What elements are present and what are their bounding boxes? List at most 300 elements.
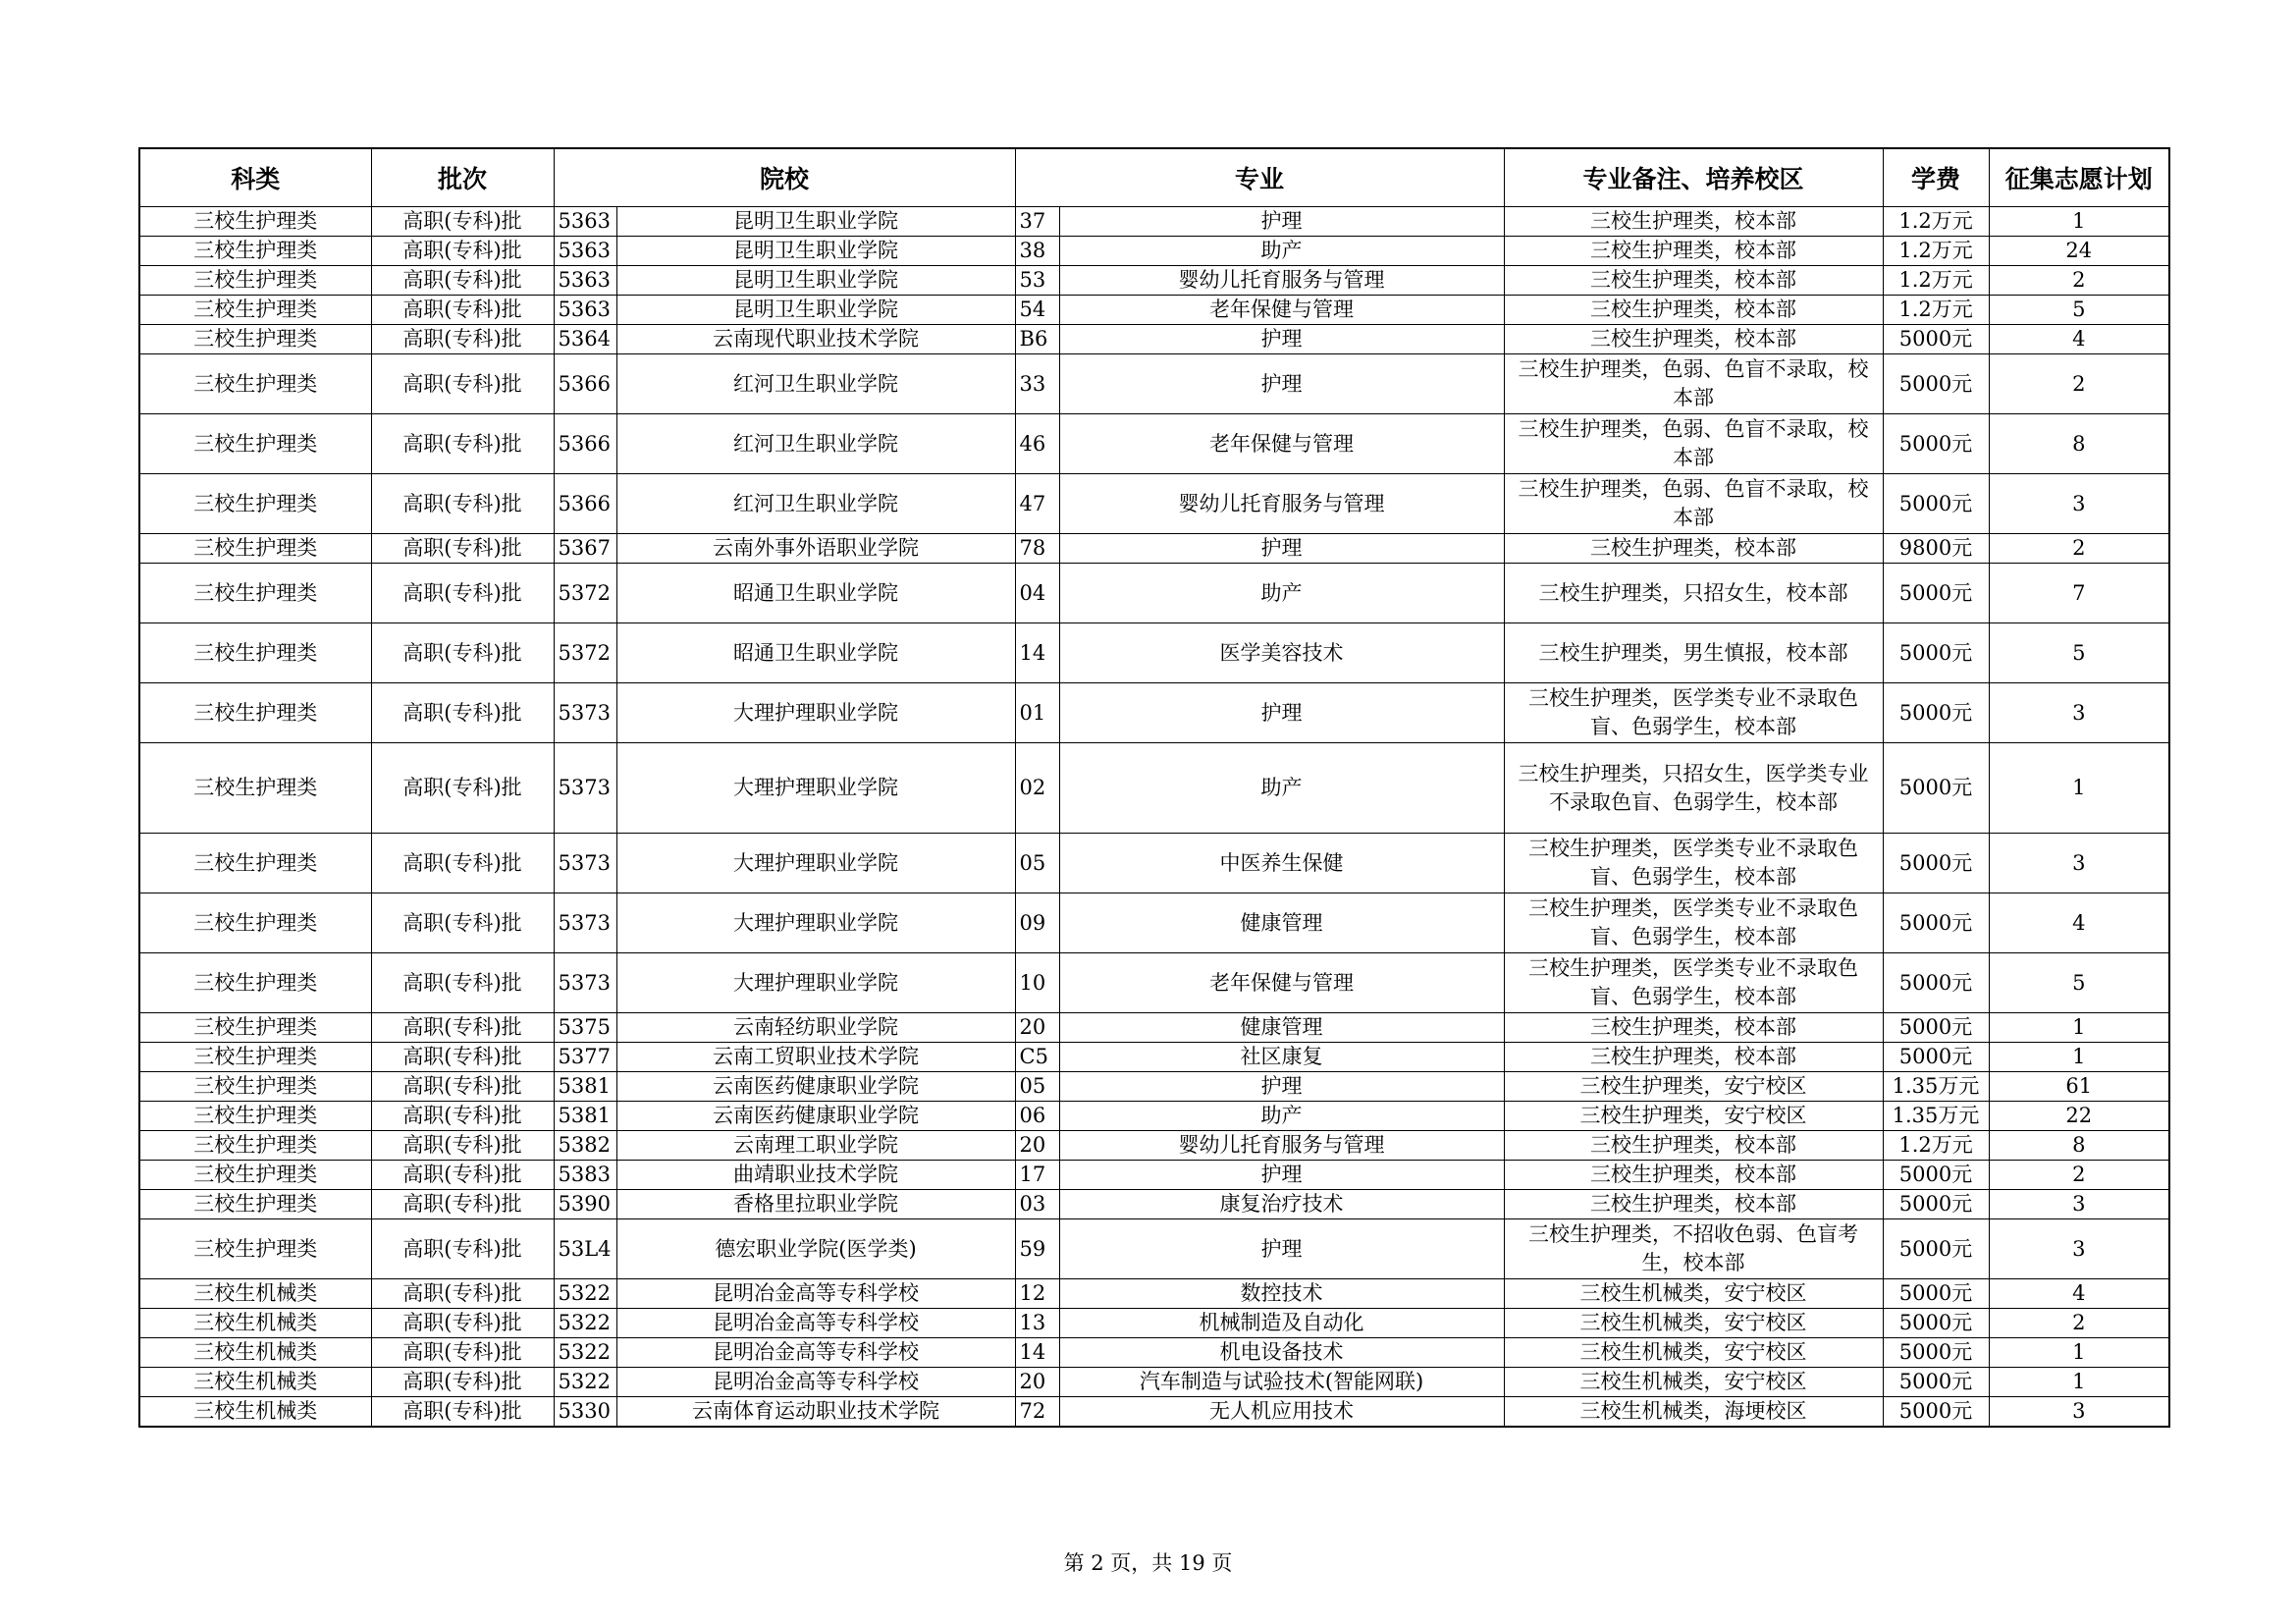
table-row — [139, 1161, 2169, 1190]
row-batch: 高职(专科)批 — [371, 743, 554, 834]
row-major: 护理 — [1059, 325, 1504, 354]
row-school: 云南理工职业学院 — [616, 1131, 1015, 1161]
row-major: 机电设备技术 — [1059, 1338, 1504, 1368]
row-fee: 5000元 — [1883, 1013, 1989, 1043]
row-remark: 三校生护理类，校本部 — [1504, 1013, 1883, 1043]
row-school-code: 5381 — [554, 1102, 616, 1131]
row-school: 香格里拉职业学院 — [616, 1190, 1015, 1219]
row-school: 红河卫生职业学院 — [616, 474, 1015, 534]
row-batch: 高职(专科)批 — [371, 683, 554, 743]
row-school-code: 5364 — [554, 325, 616, 354]
row-major: 婴幼儿托育服务与管理 — [1059, 474, 1504, 534]
row-plan: 5 — [1989, 953, 2169, 1013]
row-major-code: 20 — [1015, 1013, 1059, 1043]
row-remark: 三校生护理类，校本部 — [1504, 266, 1883, 296]
row-plan: 3 — [1989, 474, 2169, 534]
row-school: 大理护理职业学院 — [616, 834, 1015, 893]
row-batch: 高职(专科)批 — [371, 564, 554, 623]
row-fee: 5000元 — [1883, 1309, 1989, 1338]
row-major: 医学美容技术 — [1059, 623, 1504, 683]
row-school: 昆明卫生职业学院 — [616, 296, 1015, 325]
row-school-code: 5322 — [554, 1309, 616, 1338]
row-batch: 高职(专科)批 — [371, 266, 554, 296]
row-remark: 三校生护理类，校本部 — [1504, 325, 1883, 354]
row-plan: 2 — [1989, 1309, 2169, 1338]
row-major-code: 14 — [1015, 1338, 1059, 1368]
row-plan: 5 — [1989, 296, 2169, 325]
row-school-code: 5373 — [554, 834, 616, 893]
row-category: 三校生护理类 — [139, 237, 371, 266]
row-major-code: 20 — [1015, 1368, 1059, 1397]
row-major: 助产 — [1059, 564, 1504, 623]
row-fee: 5000元 — [1883, 1338, 1989, 1368]
row-category: 三校生护理类 — [139, 1131, 371, 1161]
row-plan: 1 — [1989, 1043, 2169, 1072]
row-major: 汽车制造与试验技术(智能网联) — [1059, 1368, 1504, 1397]
row-fee: 5000元 — [1883, 1161, 1989, 1190]
row-remark: 三校生机械类，安宁校区 — [1504, 1338, 1883, 1368]
row-plan: 22 — [1989, 1102, 2169, 1131]
row-major-code: 14 — [1015, 623, 1059, 683]
table-row — [139, 1309, 2169, 1338]
row-fee: 5000元 — [1883, 953, 1989, 1013]
row-remark: 三校生护理类，色弱、色盲不录取，校本部 — [1504, 354, 1883, 414]
row-school: 昆明卫生职业学院 — [616, 207, 1015, 237]
row-school-code: 5322 — [554, 1368, 616, 1397]
row-major-code: 09 — [1015, 893, 1059, 953]
row-school-code: 5377 — [554, 1043, 616, 1072]
row-plan: 4 — [1989, 893, 2169, 953]
row-school: 昆明冶金高等专科学校 — [616, 1368, 1015, 1397]
row-remark: 三校生机械类，海埂校区 — [1504, 1397, 1883, 1428]
table-row — [139, 1368, 2169, 1397]
row-batch: 高职(专科)批 — [371, 1131, 554, 1161]
row-school-code: 5390 — [554, 1190, 616, 1219]
row-category: 三校生护理类 — [139, 834, 371, 893]
row-fee: 5000元 — [1883, 834, 1989, 893]
row-major: 护理 — [1059, 1219, 1504, 1279]
row-batch: 高职(专科)批 — [371, 1309, 554, 1338]
row-major-code: 05 — [1015, 1072, 1059, 1102]
row-major-code: 12 — [1015, 1279, 1059, 1309]
row-remark: 三校生护理类，色弱、色盲不录取，校本部 — [1504, 414, 1883, 474]
row-plan: 2 — [1989, 1161, 2169, 1190]
row-remark: 三校生护理类，男生慎报，校本部 — [1504, 623, 1883, 683]
table-row — [139, 266, 2169, 296]
row-major-code: 03 — [1015, 1190, 1059, 1219]
row-school-code: 53L4 — [554, 1219, 616, 1279]
row-batch: 高职(专科)批 — [371, 1219, 554, 1279]
row-major: 护理 — [1059, 534, 1504, 564]
row-category: 三校生机械类 — [139, 1279, 371, 1309]
row-school: 云南体育运动职业技术学院 — [616, 1397, 1015, 1428]
row-category: 三校生护理类 — [139, 953, 371, 1013]
row-major: 老年保健与管理 — [1059, 953, 1504, 1013]
row-school: 大理护理职业学院 — [616, 893, 1015, 953]
row-plan: 3 — [1989, 1219, 2169, 1279]
row-school-code: 5375 — [554, 1013, 616, 1043]
table-row — [139, 834, 2169, 893]
table-row — [139, 1102, 2169, 1131]
row-school: 曲靖职业技术学院 — [616, 1161, 1015, 1190]
row-batch: 高职(专科)批 — [371, 237, 554, 266]
row-plan: 1 — [1989, 1013, 2169, 1043]
row-school: 红河卫生职业学院 — [616, 414, 1015, 474]
row-school: 昭通卫生职业学院 — [616, 564, 1015, 623]
row-major: 无人机应用技术 — [1059, 1397, 1504, 1428]
row-plan: 24 — [1989, 237, 2169, 266]
row-batch: 高职(专科)批 — [371, 1190, 554, 1219]
row-plan: 4 — [1989, 1279, 2169, 1309]
row-batch: 高职(专科)批 — [371, 1279, 554, 1309]
row-batch: 高职(专科)批 — [371, 325, 554, 354]
header-batch: 批次 — [371, 148, 554, 207]
row-school: 昆明冶金高等专科学校 — [616, 1309, 1015, 1338]
row-remark: 三校生护理类，校本部 — [1504, 207, 1883, 237]
table-row — [139, 354, 2169, 414]
row-plan: 3 — [1989, 1397, 2169, 1428]
row-remark: 三校生护理类，色弱、色盲不录取，校本部 — [1504, 474, 1883, 534]
header-row — [139, 148, 2169, 207]
row-fee: 5000元 — [1883, 623, 1989, 683]
row-batch: 高职(专科)批 — [371, 534, 554, 564]
row-category: 三校生机械类 — [139, 1397, 371, 1428]
row-batch: 高职(专科)批 — [371, 1102, 554, 1131]
row-remark: 三校生护理类，校本部 — [1504, 1190, 1883, 1219]
row-plan: 2 — [1989, 266, 2169, 296]
table-row — [139, 1013, 2169, 1043]
row-category: 三校生护理类 — [139, 1072, 371, 1102]
row-category: 三校生护理类 — [139, 474, 371, 534]
row-plan: 3 — [1989, 1190, 2169, 1219]
row-major: 护理 — [1059, 207, 1504, 237]
row-school: 云南医药健康职业学院 — [616, 1072, 1015, 1102]
row-major: 护理 — [1059, 683, 1504, 743]
row-remark: 三校生护理类，医学类专业不录取色盲、色弱学生，校本部 — [1504, 893, 1883, 953]
row-major-code: 37 — [1015, 207, 1059, 237]
row-school-code: 5366 — [554, 354, 616, 414]
row-batch: 高职(专科)批 — [371, 296, 554, 325]
row-fee: 9800元 — [1883, 534, 1989, 564]
row-remark: 三校生护理类，校本部 — [1504, 1131, 1883, 1161]
row-fee: 5000元 — [1883, 743, 1989, 834]
row-fee: 5000元 — [1883, 1190, 1989, 1219]
row-fee: 5000元 — [1883, 1279, 1989, 1309]
row-school: 大理护理职业学院 — [616, 743, 1015, 834]
row-major-code: 47 — [1015, 474, 1059, 534]
row-batch: 高职(专科)批 — [371, 893, 554, 953]
row-remark: 三校生护理类，医学类专业不录取色盲、色弱学生，校本部 — [1504, 953, 1883, 1013]
row-category: 三校生护理类 — [139, 534, 371, 564]
row-major-code: 02 — [1015, 743, 1059, 834]
row-school: 云南现代职业技术学院 — [616, 325, 1015, 354]
header-category: 科类 — [139, 148, 371, 207]
row-plan: 1 — [1989, 207, 2169, 237]
row-category: 三校生护理类 — [139, 1161, 371, 1190]
row-major-code: 53 — [1015, 266, 1059, 296]
row-major-code: C5 — [1015, 1043, 1059, 1072]
row-major-code: 72 — [1015, 1397, 1059, 1428]
row-major: 助产 — [1059, 237, 1504, 266]
row-category: 三校生护理类 — [139, 296, 371, 325]
row-plan: 2 — [1989, 534, 2169, 564]
row-major: 护理 — [1059, 354, 1504, 414]
table-row — [139, 1279, 2169, 1309]
header-school: 院校 — [554, 148, 1015, 207]
row-school-code: 5372 — [554, 623, 616, 683]
page-footer: 第 2 页，共 19 页 — [1063, 1551, 1233, 1575]
row-major: 机械制造及自动化 — [1059, 1309, 1504, 1338]
row-school: 云南轻纺职业学院 — [616, 1013, 1015, 1043]
row-fee: 5000元 — [1883, 564, 1989, 623]
row-batch: 高职(专科)批 — [371, 953, 554, 1013]
table-row — [139, 1219, 2169, 1279]
row-category: 三校生护理类 — [139, 1219, 371, 1279]
row-major: 助产 — [1059, 1102, 1504, 1131]
row-school-code: 5363 — [554, 207, 616, 237]
row-school-code: 5330 — [554, 1397, 616, 1428]
row-category: 三校生机械类 — [139, 1338, 371, 1368]
row-major-code: 33 — [1015, 354, 1059, 414]
row-batch: 高职(专科)批 — [371, 1338, 554, 1368]
table-row — [139, 1043, 2169, 1072]
row-category: 三校生护理类 — [139, 683, 371, 743]
row-major-code: 20 — [1015, 1131, 1059, 1161]
row-remark: 三校生护理类，校本部 — [1504, 237, 1883, 266]
row-school: 云南医药健康职业学院 — [616, 1102, 1015, 1131]
row-batch: 高职(专科)批 — [371, 207, 554, 237]
row-fee: 1.2万元 — [1883, 296, 1989, 325]
row-fee: 5000元 — [1883, 354, 1989, 414]
row-major-code: 78 — [1015, 534, 1059, 564]
row-batch: 高职(专科)批 — [371, 1013, 554, 1043]
row-fee: 1.2万元 — [1883, 1131, 1989, 1161]
row-school: 德宏职业学院(医学类) — [616, 1219, 1015, 1279]
row-major-code: 06 — [1015, 1102, 1059, 1131]
row-plan: 1 — [1989, 743, 2169, 834]
row-school-code: 5372 — [554, 564, 616, 623]
row-batch: 高职(专科)批 — [371, 1161, 554, 1190]
row-batch: 高职(专科)批 — [371, 474, 554, 534]
row-major: 健康管理 — [1059, 1013, 1504, 1043]
row-fee: 1.35万元 — [1883, 1102, 1989, 1131]
row-category: 三校生护理类 — [139, 564, 371, 623]
row-remark: 三校生护理类，不招收色弱、色盲考生，校本部 — [1504, 1219, 1883, 1279]
row-category: 三校生机械类 — [139, 1309, 371, 1338]
row-fee: 5000元 — [1883, 414, 1989, 474]
table-row — [139, 564, 2169, 623]
table-row — [139, 683, 2169, 743]
row-batch: 高职(专科)批 — [371, 354, 554, 414]
row-plan: 5 — [1989, 623, 2169, 683]
row-category: 三校生护理类 — [139, 266, 371, 296]
row-school-code: 5363 — [554, 237, 616, 266]
row-remark: 三校生护理类，校本部 — [1504, 1161, 1883, 1190]
row-fee: 1.35万元 — [1883, 1072, 1989, 1102]
table-body — [139, 207, 2169, 1428]
table-row — [139, 474, 2169, 534]
table-row — [139, 1338, 2169, 1368]
row-major-code: 38 — [1015, 237, 1059, 266]
row-category: 三校生护理类 — [139, 1102, 371, 1131]
row-remark: 三校生护理类，校本部 — [1504, 296, 1883, 325]
row-plan: 2 — [1989, 354, 2169, 414]
row-major: 助产 — [1059, 743, 1504, 834]
row-major: 社区康复 — [1059, 1043, 1504, 1072]
row-school: 昆明卫生职业学院 — [616, 266, 1015, 296]
row-category: 三校生护理类 — [139, 354, 371, 414]
row-major-code: 01 — [1015, 683, 1059, 743]
header-remark: 专业备注、培养校区 — [1504, 148, 1883, 207]
header-major: 专业 — [1015, 148, 1504, 207]
row-major-code: 17 — [1015, 1161, 1059, 1190]
table-row — [139, 534, 2169, 564]
table-row — [139, 325, 2169, 354]
row-fee: 5000元 — [1883, 1219, 1989, 1279]
row-remark: 三校生机械类，安宁校区 — [1504, 1279, 1883, 1309]
row-school-code: 5382 — [554, 1131, 616, 1161]
table-row — [139, 207, 2169, 237]
row-category: 三校生护理类 — [139, 743, 371, 834]
table-row — [139, 296, 2169, 325]
row-major-code: B6 — [1015, 325, 1059, 354]
row-major-code: 04 — [1015, 564, 1059, 623]
row-school: 大理护理职业学院 — [616, 953, 1015, 1013]
row-batch: 高职(专科)批 — [371, 1072, 554, 1102]
row-fee: 5000元 — [1883, 893, 1989, 953]
row-major: 中医养生保健 — [1059, 834, 1504, 893]
row-batch: 高职(专科)批 — [371, 1397, 554, 1428]
table-row — [139, 1397, 2169, 1428]
row-school: 昆明卫生职业学院 — [616, 237, 1015, 266]
table-row — [139, 1072, 2169, 1102]
row-school-code: 5381 — [554, 1072, 616, 1102]
row-batch: 高职(专科)批 — [371, 1043, 554, 1072]
row-major-code: 54 — [1015, 296, 1059, 325]
header-plan: 征集志愿计划 — [1989, 148, 2169, 207]
row-major: 婴幼儿托育服务与管理 — [1059, 266, 1504, 296]
row-school-code: 5373 — [554, 683, 616, 743]
row-plan: 1 — [1989, 1368, 2169, 1397]
row-category: 三校生护理类 — [139, 414, 371, 474]
row-plan: 1 — [1989, 1338, 2169, 1368]
row-category: 三校生护理类 — [139, 1190, 371, 1219]
row-school-code: 5366 — [554, 474, 616, 534]
row-remark: 三校生护理类，安宁校区 — [1504, 1102, 1883, 1131]
table-row — [139, 953, 2169, 1013]
row-school-code: 5373 — [554, 953, 616, 1013]
row-school: 昆明冶金高等专科学校 — [616, 1279, 1015, 1309]
row-remark: 三校生护理类，安宁校区 — [1504, 1072, 1883, 1102]
table-row — [139, 1131, 2169, 1161]
row-category: 三校生护理类 — [139, 623, 371, 683]
row-category: 三校生护理类 — [139, 325, 371, 354]
row-major-code: 05 — [1015, 834, 1059, 893]
row-fee: 5000元 — [1883, 1043, 1989, 1072]
row-school: 云南工贸职业技术学院 — [616, 1043, 1015, 1072]
row-plan: 3 — [1989, 683, 2169, 743]
row-fee: 5000元 — [1883, 683, 1989, 743]
row-major: 护理 — [1059, 1161, 1504, 1190]
row-major: 数控技术 — [1059, 1279, 1504, 1309]
row-category: 三校生护理类 — [139, 1043, 371, 1072]
row-school-code: 5373 — [554, 743, 616, 834]
row-remark: 三校生机械类，安宁校区 — [1504, 1309, 1883, 1338]
row-remark: 三校生护理类，校本部 — [1504, 1043, 1883, 1072]
row-school-code: 5373 — [554, 893, 616, 953]
row-plan: 3 — [1989, 834, 2169, 893]
row-category: 三校生护理类 — [139, 893, 371, 953]
row-school: 昆明冶金高等专科学校 — [616, 1338, 1015, 1368]
row-school-code: 5367 — [554, 534, 616, 564]
row-plan: 8 — [1989, 1131, 2169, 1161]
row-category: 三校生机械类 — [139, 1368, 371, 1397]
row-category: 三校生护理类 — [139, 207, 371, 237]
row-school-code: 5383 — [554, 1161, 616, 1190]
row-plan: 4 — [1989, 325, 2169, 354]
admissions-table — [138, 147, 2170, 1428]
row-remark: 三校生护理类，校本部 — [1504, 534, 1883, 564]
row-fee: 5000元 — [1883, 474, 1989, 534]
row-major: 老年保健与管理 — [1059, 414, 1504, 474]
row-fee: 5000元 — [1883, 1397, 1989, 1428]
table-row — [139, 237, 2169, 266]
row-fee: 5000元 — [1883, 1368, 1989, 1397]
row-school-code: 5322 — [554, 1279, 616, 1309]
table-row — [139, 1190, 2169, 1219]
row-major: 老年保健与管理 — [1059, 296, 1504, 325]
row-major: 婴幼儿托育服务与管理 — [1059, 1131, 1504, 1161]
row-remark: 三校生机械类，安宁校区 — [1504, 1368, 1883, 1397]
row-batch: 高职(专科)批 — [371, 623, 554, 683]
row-school-code: 5366 — [554, 414, 616, 474]
row-school-code: 5322 — [554, 1338, 616, 1368]
row-plan: 61 — [1989, 1072, 2169, 1102]
row-category: 三校生护理类 — [139, 1013, 371, 1043]
row-school: 云南外事外语职业学院 — [616, 534, 1015, 564]
table-row — [139, 743, 2169, 834]
row-batch: 高职(专科)批 — [371, 834, 554, 893]
header-fee: 学费 — [1883, 148, 1989, 207]
row-fee: 5000元 — [1883, 325, 1989, 354]
row-batch: 高职(专科)批 — [371, 414, 554, 474]
row-major-code: 10 — [1015, 953, 1059, 1013]
row-major: 健康管理 — [1059, 893, 1504, 953]
table-row — [139, 623, 2169, 683]
row-plan: 8 — [1989, 414, 2169, 474]
row-major-code: 59 — [1015, 1219, 1059, 1279]
row-fee: 1.2万元 — [1883, 207, 1989, 237]
row-major: 护理 — [1059, 1072, 1504, 1102]
row-major-code: 13 — [1015, 1309, 1059, 1338]
row-fee: 1.2万元 — [1883, 237, 1989, 266]
row-remark: 三校生护理类，只招女生，医学类专业不录取色盲、色弱学生，校本部 — [1504, 743, 1883, 834]
row-remark: 三校生护理类，医学类专业不录取色盲、色弱学生，校本部 — [1504, 834, 1883, 893]
row-school: 大理护理职业学院 — [616, 683, 1015, 743]
row-school-code: 5363 — [554, 296, 616, 325]
row-batch: 高职(专科)批 — [371, 1368, 554, 1397]
row-major: 康复治疗技术 — [1059, 1190, 1504, 1219]
row-plan: 7 — [1989, 564, 2169, 623]
row-major-code: 46 — [1015, 414, 1059, 474]
row-school-code: 5363 — [554, 266, 616, 296]
row-school: 红河卫生职业学院 — [616, 354, 1015, 414]
row-remark: 三校生护理类，医学类专业不录取色盲、色弱学生，校本部 — [1504, 683, 1883, 743]
table-row — [139, 414, 2169, 474]
table-row — [139, 893, 2169, 953]
row-fee: 1.2万元 — [1883, 266, 1989, 296]
row-school: 昭通卫生职业学院 — [616, 623, 1015, 683]
